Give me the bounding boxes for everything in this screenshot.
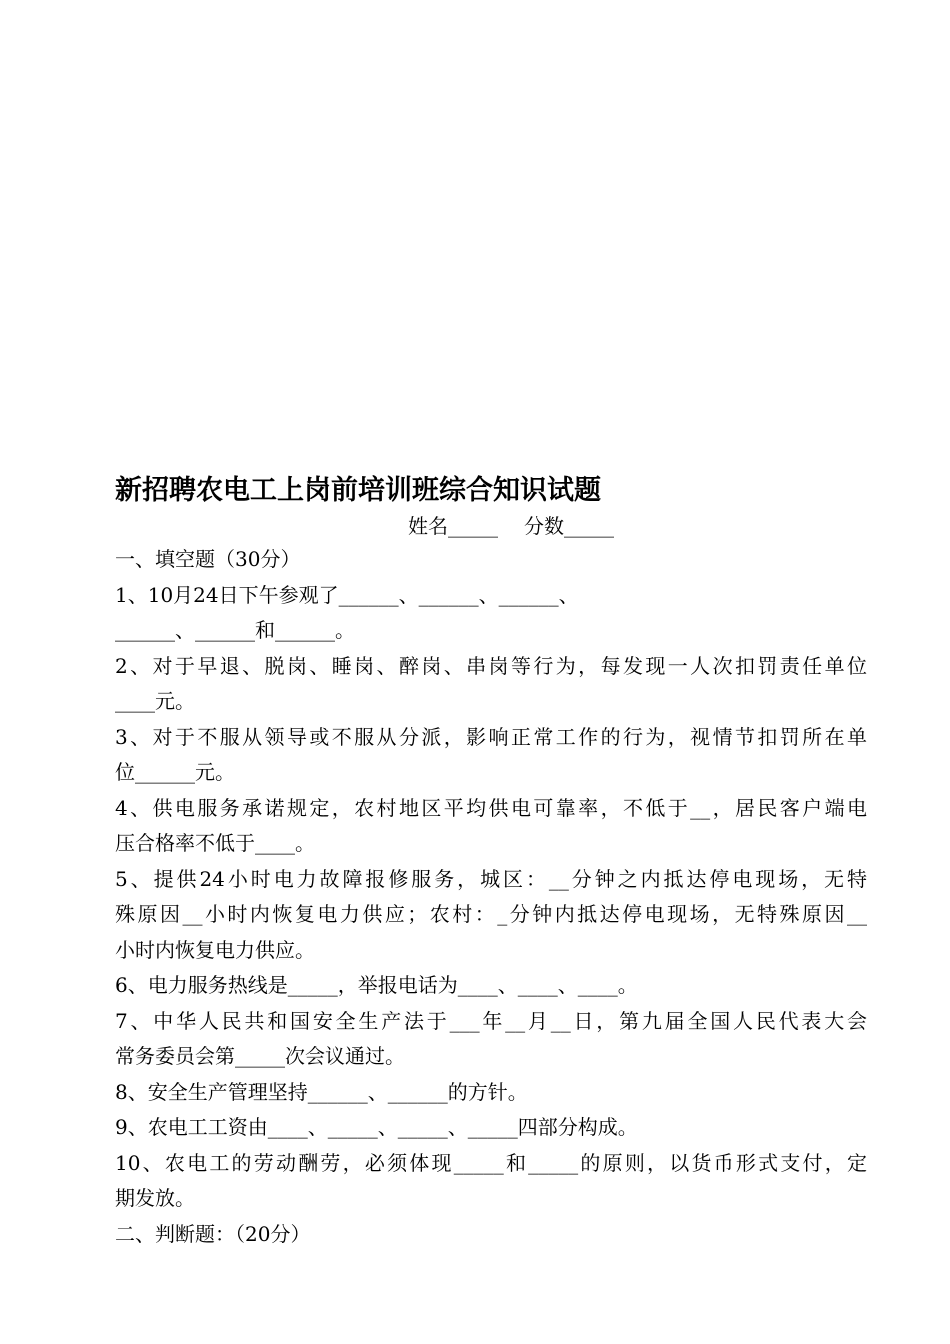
- header-fields: [408, 510, 614, 539]
- question-1-line-1: 1、10月24日下午参观了______、______、______、: [115, 582, 579, 607]
- question-9-line-1: 9、农电工工资由____、_____、_____、_____四部分构成。: [115, 1115, 638, 1139]
- question-5-line-3: 小时内恢复电力供应。: [115, 937, 315, 962]
- question-1-line-2: ______、______和______。: [115, 618, 355, 642]
- question-2-line-2: ____元。: [115, 689, 195, 713]
- question-3-line-2: 位______元。: [115, 760, 235, 784]
- question-4-line-1: 4、供电服务承诺规定，农村地区平均供电可靠率，不低于__，居民客户端电: [115, 795, 867, 820]
- question-7-line-1: 7、中华人民共和国安全生产法于___年__月__日，第九届全国人民代表大会: [115, 1008, 867, 1033]
- section-heading-true-false: 二、判断题：（20分）: [115, 1221, 311, 1246]
- question-8-line-1: 8、安全生产管理坚持______、______的方针。: [115, 1079, 528, 1104]
- question-2-line-1: 2、对于早退、脱岗、睡岗、醉岗、串岗等行为，每发现一人次扣罚责任单位: [115, 653, 867, 678]
- question-5-line-1: 5、提供24小时电力故障报修服务，城区：__分钟之内抵达停电现场，无特: [115, 866, 867, 891]
- section-heading-fill-blank: 一、填空题（30分）: [115, 547, 301, 571]
- question-4-line-2: 压合格率不低于____。: [115, 831, 315, 855]
- score-field: 分数_____: [524, 514, 614, 538]
- question-10-line-1: 10、农电工的劳动酬劳，必须体现_____和_____的原则，以货币形式支付，定: [115, 1150, 867, 1175]
- question-6-line-1: 6、电力服务热线是_____，举报电话为____、____、____。: [115, 973, 638, 997]
- question-3-line-1: 3、对于不服从领导或不服从分派，影响正常工作的行为，视情节扣罚所在单: [115, 724, 867, 749]
- document-title: 新招聘农电工上岗前培训班综合知识试题: [115, 475, 601, 506]
- question-body: [115, 542, 867, 1252]
- name-field: 姓名_____: [408, 514, 498, 538]
- question-10-line-2: 期发放。: [115, 1186, 195, 1210]
- question-7-line-2: 常务委员会第_____次会议通过。: [115, 1044, 405, 1068]
- question-5-line-2: 殊原因__小时内恢复电力供应；农村：_分钟内抵达停电现场，无特殊原因__: [115, 902, 867, 926]
